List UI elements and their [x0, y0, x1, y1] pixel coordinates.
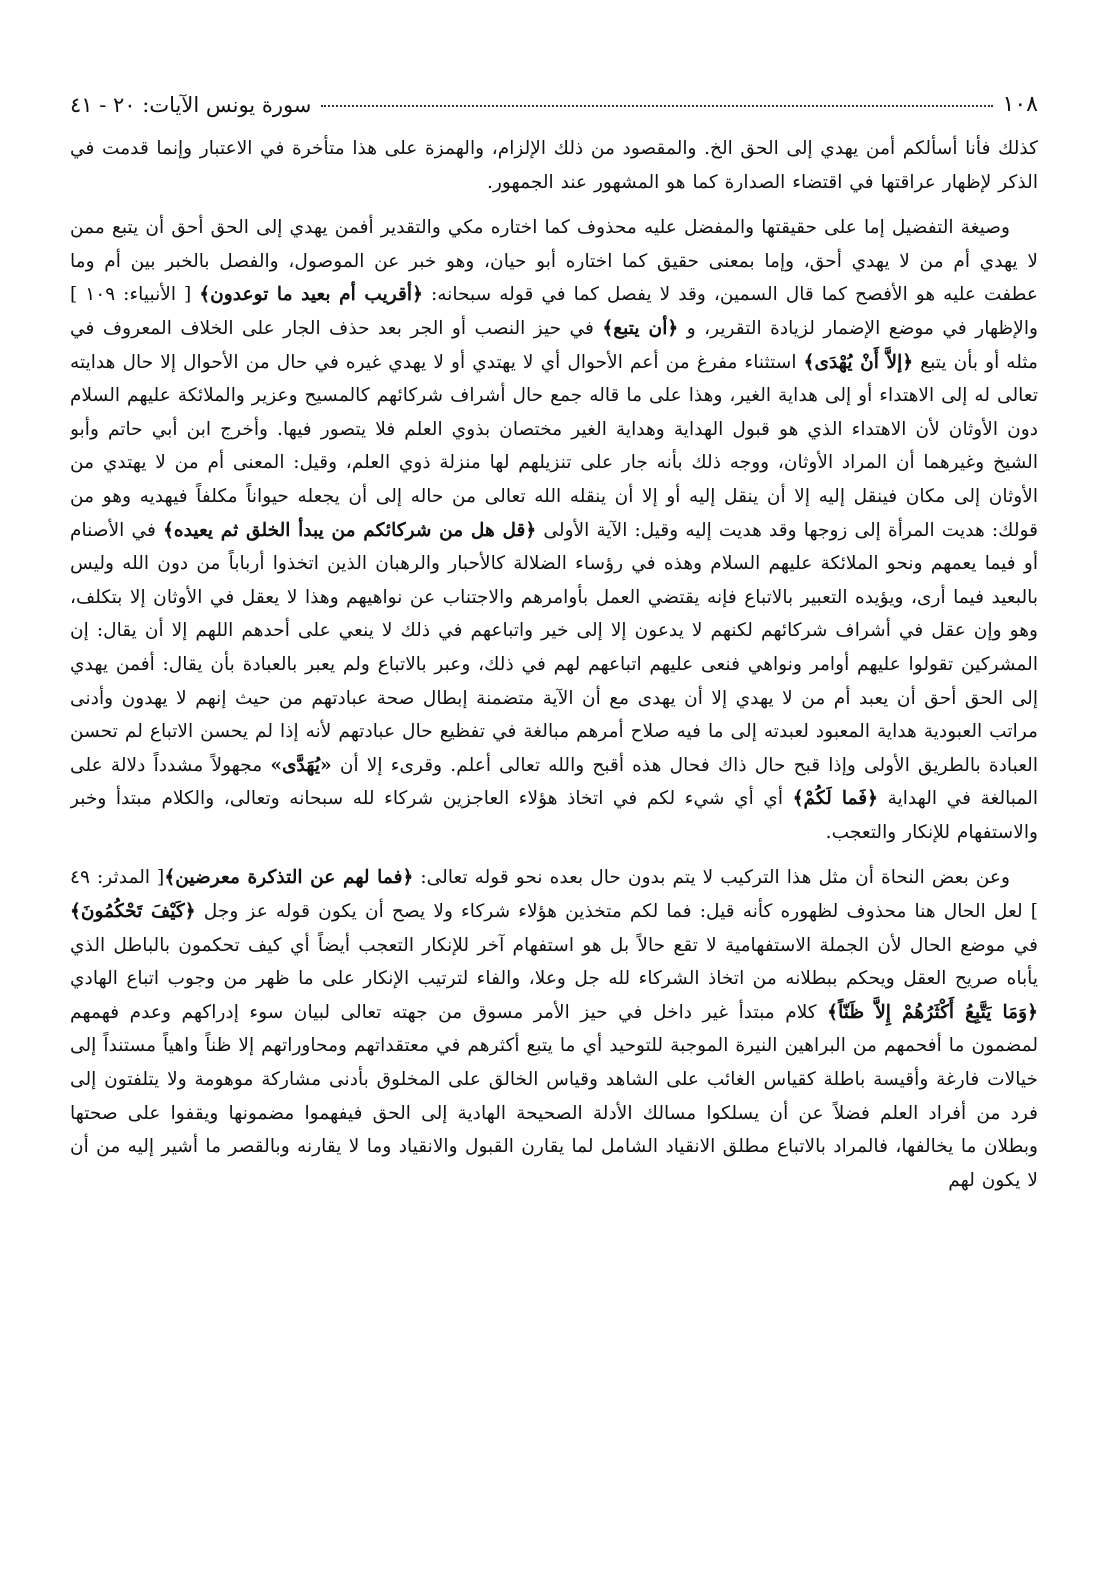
quran-verse-quote: ﴿وَمَا يَتَّبِعُ أَكْثَرُهُمْ إِلاَّ ظَنّاً﴾	[827, 1001, 1038, 1023]
text-segment: كذلك فأنا أسألكم أمن يهدي إلى الحق الخ. والمقصود من ذلك الإلزام، والهمزة على هذا متأخرة في الاعتبار وإنما قدمت في الذكر لإظهار عراقتها في اقتضاء الصدارة كما هو المشهور عند الجمهور.	[70, 138, 1038, 193]
page-number: ١٠٨	[1002, 92, 1038, 117]
text-segment: مجهولاً مشدداً دلالة على المبالغة في الهداية	[70, 754, 1038, 810]
text-segment: كلام مبتدأ غير داخل في حيز الأمر مسوق من جهته تعالى لبيان سوء إدراكهم وعدم فهمهم لمضمون ما أفحمهم من البراهين النيرة الموجبة للتوحيد أي ما يتبع أكثرهم في معتقداتهم ومحاوراتهم إلا ظناً واهياً مستنداً إلى خيالات فارغة وأقيسة باطلة كقياس الغائب على الشاهد وقياس الخالق على المخلوق بأدنى مشاركة موهومة ولا يتلفتون إلى فرد من أفراد العلم فضلاً عن أن يسلكوا مسالك الأدلة الصحيحة الهادية إلى الحق فيفهموا مضمونها ويقفوا على صحتها وبطلان ما يخالفها، فالمراد بالاتباع مطلق الانقياد الشامل لما يقارن القبول والانقياد وما لا يقارنه وبالقصر ما أشير إليه من أن لا يكون لهم	[70, 1001, 1038, 1191]
paragraph-3	[70, 861, 1038, 1197]
text-segment: [ المدثر: ٤٩ ] لعل الحال هنا محذوف لظهوره كأنه قيل: فما لكم متخذين هؤلاء شركاء ولا يصح أن يكون قوله عز وجل	[70, 867, 1038, 923]
quran-verse-quote: ﴿كَيْفَ تَحْكُمُونَ﴾	[70, 901, 196, 923]
quran-reading-quote: «يُهَدَّى»	[270, 754, 332, 776]
quran-verse-quote: ﴿إلاَّ أَنْ يُهْدَى﴾	[803, 351, 914, 373]
running-header	[70, 80, 1038, 122]
text-segment: وصيغة التفضيل إما على حقيقتها والمفضل عليه محذوف كما اختاره مكي والتقدير أفمن يهدي إلى الحق أحق أن يتبع ممن لا يهدي أم من لا يهدي أحق، وإما بمعنى حقيق كما اختاره أبو حيان، وهو خبر عن الموصول، والفصل بالخبر بين أم وما عطفت عليه هو الأفصح كما قال السمين، وقد لا يفصل كما في قوله سبحانه:	[70, 217, 1038, 306]
text-segment: في الأصنام أو فيما يعمهم ونحو الملائكة عليهم السلام وهذه في رؤساء الضلالة كالأحبار والرهبان الذين اتخذوا أرباباً من دون الله وليس بالبعيد فيما أرى، ويؤيده التعبير بالاتباع فإنه يقتضي العمل بأوامرهم والاجتناب عن نواهيهم وهذا لا يعقل في الأوثان إلا بتكلف، وهو وإن عقل في أشراف شركائهم لكنهم لا يدعون إلا إلى خير واتباعهم في ذلك لا ينعي على أحدهم اللهم إلا أن يقال: إن المشركين تقولوا عليهم أوامر ونواهي فنعى عليهم اتباعهم لهم في ذلك، وعبر بالاتباع ولم يعبر بالعبادة بأن يقال: أفمن يهدي إلى الحق أحق أن يعبد أم من لا يهدي إلا أن يهدى مع أن الآية متضمنة إبطال صحة عبادتهم من حيث إنهم لا يهدون وأدنى مراتب العبودية هداية المعبود لعبدته إلى ما فيه صلاح أمرهم مبالغة في تفظيع حال عبادتهم لأنه إذا لم يحسن الاتباع لم تحسن العبادة بالطريق الأولى وإذا قبح حال ذاك فحال هذه أقبح والله تعالى أعلم. وقرىء إلا أن	[70, 519, 1038, 776]
text-segment: استثناء مفرغ من أعم الأحوال أي لا يهتدي أو لا يهدي غيره في حال من الأحوال إلا حال هدايته تعالى له إلى الاهتداء أو إلى هداية الغير، وهذا على ما قاله جمع حال أشراف شركائهم كالمسيح وعزير والملائكة عليهم السلام دون الأوثان لأن الاهتداء الذي هو قبول الهداية وهداية الغير مختصان بذوي العلم فلا يتصور فيها. وأخرج ابن أبي حاتم وأبو الشيخ وغيرهما أن المراد الأوثان، ووجه ذلك بأنه جار على تنزيلهم لها منزلة ذوي العلم، وقيل: المعنى أم من لا يهتدي من الأوثان إلى مكان فينقل إليه إلا أن ينقل إليه أو إلا أن ينقله الله تعالى من حاله إلى أن يجعله حيواناً مكلفاً فيهديه وهو من قولك: هديت المرأة إلى زوجها وقد هديت إليه وقيل: الآية الأولى	[70, 351, 1038, 541]
text-segment: في حيز النصب أو الجر بعد حذف الجار على الخلاف المعروف في مثله أو بأن يتبع	[70, 317, 1038, 373]
text-segment: وعن بعض النحاة أن مثل هذا التركيب لا يتم بدون حال بعده نحو قوله تعالى:	[413, 867, 1010, 889]
quran-verse-quote: ﴿أن يتبع﴾	[602, 317, 679, 339]
text-segment: [ الأنبياء: ١٠٩ ] والإظهار في موضع الإضمار لزيادة التقرير، و	[70, 284, 1038, 339]
paragraph-2	[70, 211, 1038, 849]
quran-verse-quote: ﴿قل هل من شركائكم من يبدأ الخلق ثم يعيده﴾	[162, 519, 537, 541]
text-segment: في موضع الحال لأن الجملة الاستفهامية لا تقع حالاً بل هو استفهام آخر للإنكار التعجب أيضاً أي كيف تحكمون بالباطل الذي يأباه صريح العقل ويحكم ببطلانه من اتخاذ الشركاء لله جل وعلا، والفاء لترتيب الإنكار على ما ظهر من وجوب اتباع الهادي	[70, 934, 1038, 990]
running-title: سورة يونس الآيات: ٢٠ - ٤١	[70, 93, 312, 117]
header-dotted-leader	[321, 91, 992, 107]
text-segment: أي أي شيء لكم في اتخاذ هؤلاء العاجزين شركاء لله سبحانه وتعالى، والكلام مبتدأ وخبر والاستفهام للإنكار والتعجب.	[70, 788, 1038, 843]
body-text	[70, 132, 1038, 1197]
quran-verse-quote: ﴿فما لهم عن التذكرة معرضين﴾	[164, 867, 414, 889]
paragraph-1	[70, 132, 1038, 199]
quran-verse-quote: ﴿أقريب أم بعيد ما توعدون﴾	[199, 284, 423, 306]
quran-verse-quote: ﴿فَما لَكُمْ﴾	[792, 788, 879, 810]
document-page	[70, 80, 1038, 1540]
